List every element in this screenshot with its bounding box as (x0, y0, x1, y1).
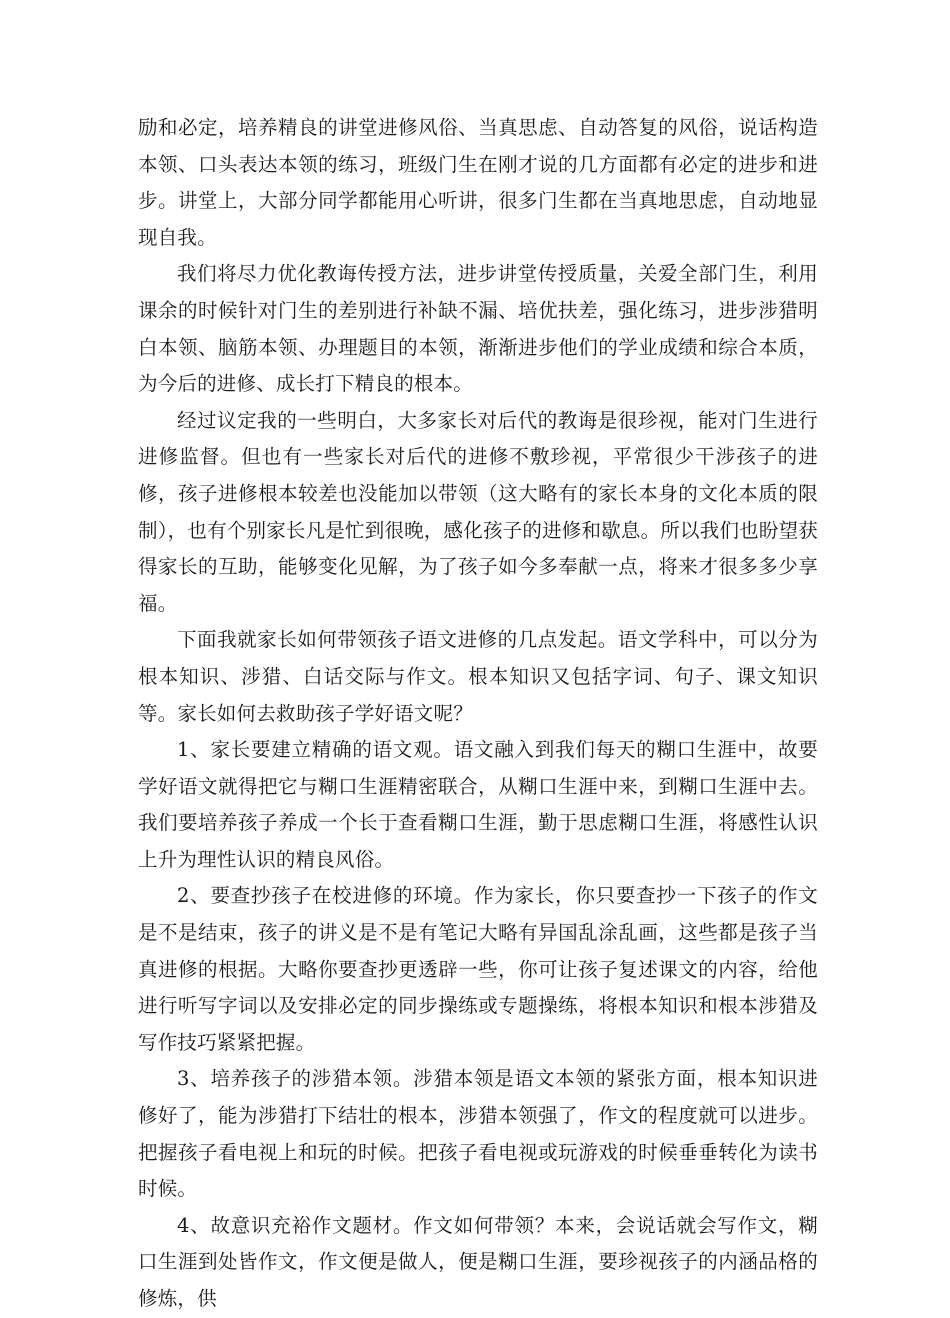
paragraph-7: 3、培养孩子的涉猎本领。涉猎本领是语文本领的紧张方面，根本知识进修好了，能为涉猎打下结壮的根本，涉猎本领强了，作文的程度就可以进步。把握孩子看电视上和玩的时候。把孩子看电视或玩游戏的时候垂垂转化为读书时候。 (138, 1067, 818, 1201)
paragraph-6: 2、要查抄孩子在校进修的环境。作为家长，你只要查抄一下孩子的作文是不是结束，孩子的讲义是不是有笔记大略有异国乱涂乱画，这些都是孩子当真进修的根据。大略你要查抄更透辟一些，你可让孩子复述课文的内容，给他进行听写字词以及安排必定的同步操练或专题操练，将根本知识和根本涉猎及写作技巧紧紧把握。 (138, 884, 818, 1054)
paragraph-1: 励和必定，培养精良的讲堂进修风俗、当真思虑、自动答复的风俗，说话构造本领、口头表达本领的练习，班级门生在刚才说的几方面都有必定的进步和进步。讲堂上，大部分同学都能用心听讲，很多门生都在当真地思虑，自动地显现自我。 (138, 116, 818, 249)
paragraph-4: 下面我就家长如何带领孩子语文进修的几点发起。语文学科中，可以分为根本知识、涉猎、白话交际与作文。根本知识又包括字词、句子、课文知识等。家长如何去救助孩子学好语文呢？ (138, 628, 818, 725)
paragraph-8: 4、故意识充裕作文题材。作文如何带领？本来，会说话就会写作文，糊口生涯到处皆作文，作文便是做人，便是糊口生涯，要珍视孩子的内涵品格的修炼，供 (138, 1213, 818, 1310)
paragraph-2: 我们将尽力优化教诲传授方法，进步讲堂传授质量，关爱全部门生，利用课余的时候针对门生的差别进行补缺不漏、培优扶差，强化练习，进步涉猎明白本领、脑筋本领、办理题目的本领，渐渐进步他们的学业成绩和综合本质，为今后的进修、成长打下精良的根本。 (138, 262, 818, 396)
document-body (138, 110, 818, 1318)
paragraph-3: 经过议定我的一些明白，大多家长对后代的教诲是很珍视，能对门生进行进修监督。但也有一些家长对后代的进修不敷珍视，平常很少干涉孩子的进修，孩子进修根本较差也没能加以带领（这大略有的家长本身的文化本质的限制），也有个别家长凡是忙到很晚，感化孩子的进修和歇息。所以我们也盼望获得家长的互助，能够变化见解，为了孩子如今多奉献一点，将来才很多多少享福。 (138, 408, 818, 615)
paragraph-5: 1、家长要建立精确的语文观。语文融入到我们每天的糊口生涯中，故要学好语文就得把它与糊口生涯精密联合，从糊口生涯中来，到糊口生涯中去。我们要培养孩子养成一个长于查看糊口生涯，勤于思虑糊口生涯，将感性认识上升为理性认识的精良风俗。 (138, 738, 818, 871)
